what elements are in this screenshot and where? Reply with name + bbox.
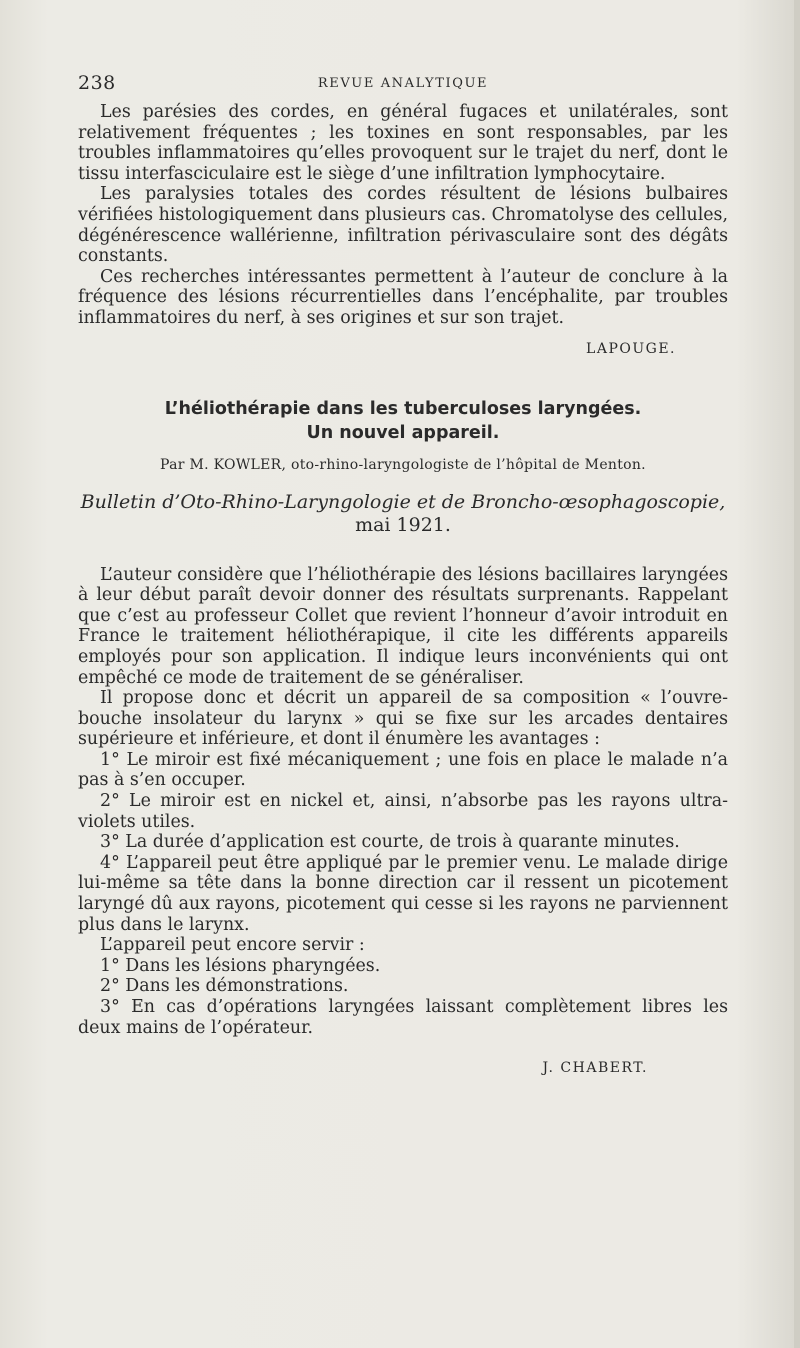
list-item: 3° En cas d’opérations laryngées laissant complètement libres les deux mains de l’opérateur. bbox=[78, 997, 728, 1038]
running-title: REVUE ANALYTIQUE bbox=[317, 76, 489, 91]
paragraph: Les parésies des cordes, en général fugaces et unilatérales, sont relativement fréquentes ; les toxines en sont responsables, par les troubles inflammatoires qu’elles provoquent sur le trajet du nerf, dont le tissu interfasciculaire est le siège d’une infiltration lymphocytaire. bbox=[78, 102, 728, 184]
paragraph: L’auteur considère que l’héliothérapie des lésions bacillaires laryngées à leur début paraît devoir donner des résultats surprenants. Rappelant que c’est au professeur Collet que revient l’honneur d’avoir introduit en France le traitement héliothérapique, il cite les différents appareils employés pour son application. Il indique leurs inconvénients qui ont empêché ce mode de traitement de se généraliser. bbox=[78, 564, 728, 688]
paragraph: Il propose donc et décrit un appareil de sa composition « l’ouvre-bouche insolateur du larynx » qui se fixe sur les arcades dentaires supérieure et inférieure, et dont il énumère les avantages : bbox=[78, 688, 728, 750]
source-journal: Bulletin d’Oto-Rhino-Laryngologie et de Broncho-œsophagoscopie, bbox=[80, 490, 726, 513]
list-item: 3° La durée d’application est courte, de trois à quarante minutes. bbox=[100, 832, 680, 853]
list-item: 1° Dans les lésions pharyngées. bbox=[100, 955, 381, 976]
paragraph: Ces recherches intéressantes permettent à l’auteur de conclure à la fréquence des lésions récurrentielles dans l’encéphalite, par troubles inflammatoires du nerf, à ses origines et sur son trajet. bbox=[78, 266, 728, 328]
byline: Par M. KOWLER, oto-rhino-laryngologiste de l’hôpital de Menton. bbox=[160, 456, 646, 473]
list-item: 2° Le miroir est en nickel et, ainsi, n’absorbe pas les rayons ultra-violets utiles. bbox=[78, 791, 728, 832]
list-item: 2° Dans les démonstrations. bbox=[100, 976, 349, 997]
paragraph: Les paralysies totales des cordes résultent de lésions bulbaires vérifiées histologiquement dans plusieurs cas. Chromatolyse des cellules, dégénérescence wallérienne, infiltration périvasculaire sont des dégâts constants. bbox=[78, 184, 728, 267]
article-title-line1: L’héliothérapie dans les tuberculoses laryngées. bbox=[164, 398, 642, 419]
list-item: 4° L’appareil peut être appliqué par le premier venu. Le malade dirige lui-même sa tête dans la bonne direction car il ressent un picotement laryngé dû aux rayons, picotement qui cesse si les rayons ne parviennent plus dans le larynx. bbox=[78, 852, 728, 935]
article-title bbox=[78, 397, 728, 445]
review-chabert bbox=[78, 565, 728, 1077]
running-head bbox=[78, 68, 728, 102]
signature-chabert: J. CHABERT. bbox=[542, 1060, 648, 1077]
article-title-line2: Un nouvel appareil. bbox=[306, 422, 500, 443]
review-lapouge bbox=[78, 102, 728, 357]
source-date: mai 1921. bbox=[355, 513, 451, 536]
source-citation bbox=[78, 491, 728, 537]
paragraph: L’appareil peut encore servir : bbox=[100, 935, 365, 956]
list-item: 1° Le miroir est fixé mécaniquement ; une fois en place le malade n’a pas à s’en occuper. bbox=[78, 749, 728, 791]
signature-lapouge: LAPOUGE. bbox=[586, 340, 676, 357]
page-number: 238 bbox=[78, 72, 116, 94]
